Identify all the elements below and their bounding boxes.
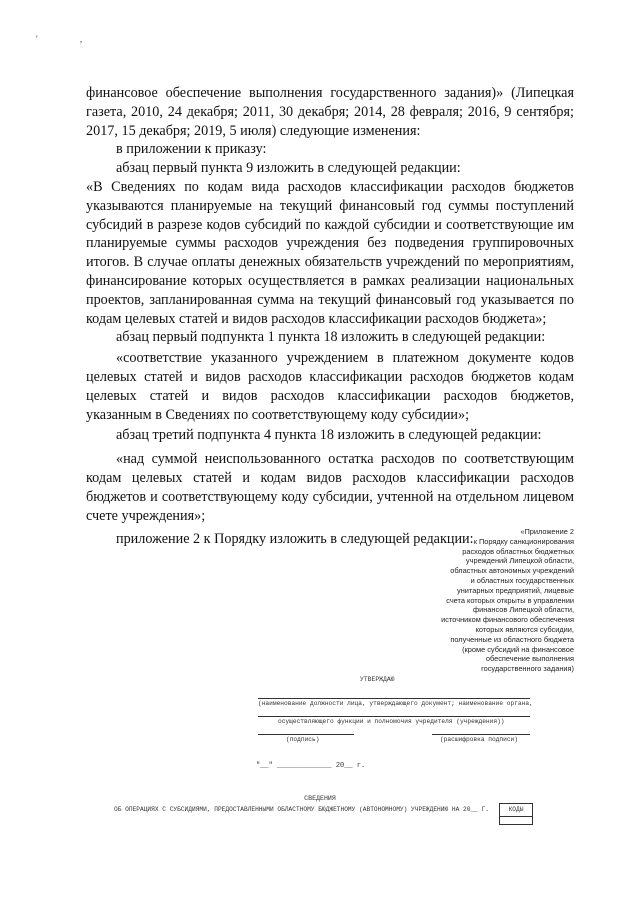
- paragraph-appendix-ref: в приложении к приказу:: [116, 141, 267, 158]
- appendix-line: учреждений Липецкой области,: [465, 556, 574, 566]
- codes-cell: [499, 816, 533, 825]
- appendix-line: источником финансового обеспечения: [441, 615, 574, 625]
- paragraph-item9-text: «В Сведениях по кодам вида расходов классификации расходов бюджетов указываются планируемые на текущий финансовый год суммы поступлений субсидий в разрезе кодов субсидий по каждой субсидии и соответствующие им планируемые суммы расходов учреждения без подведения группировочных итогов. В случае оплаты денежных обязательств учреждений по мероприятиям, финансирование которых осуществляется в рамках реализации национальных проектов, запланированная сумма на текущий финансовый год указывается по кодам целевых статей и видов расходов классификации расходов бюджета»;: [86, 178, 574, 327]
- appendix-line: «Приложение 2: [520, 527, 574, 536]
- appendix-line: которых являются субсидии,: [475, 624, 574, 634]
- appendix-line: расходов областных бюджетных: [462, 546, 574, 556]
- paragraph-item18-4-text: «над суммой неиспользованного остатка расходов по соответствующим кодам целевых статей и кодам видов расходов классификации расходов бюджетов и соответствующему коду субсидии, учтенной на отдельном лицевом счете учреждения»;: [86, 451, 574, 524]
- appendix-line: полученные из областного бюджета: [450, 634, 574, 644]
- appendix-line: финансов Липецкой области,: [473, 605, 574, 615]
- codes-header-cell: КОДЫ: [499, 803, 533, 817]
- founder-caption: осуществляющего функции и полномочия учредителя (учреждения)): [278, 718, 505, 725]
- appendix-line: обеспечение выполнения: [485, 654, 574, 664]
- signature-line: [258, 734, 354, 735]
- approver-title-line: [258, 698, 530, 699]
- appendix-line: к Порядку санкционирования: [473, 536, 574, 546]
- paragraph-intro: финансовое обеспечение выполнения государственного задания)» (Липецкая газета, 2010, 24 декабря; 2011, 30 декабря; 2014, 28 февраля; 2016, 9 сентября; 2017, 15 декабря; 2019, 5 июля) следующие изменения:: [86, 85, 574, 139]
- appendix-header: [398, 527, 574, 674]
- approver-title-caption: (наименование должности лица, утверждающего документ; наименование органа,: [258, 700, 533, 707]
- appendix-line: областных автономных учреждений: [450, 566, 574, 576]
- decode-caption: (расшифровка подписи): [440, 736, 518, 743]
- signature-caption: (подпись): [286, 736, 320, 743]
- appendix-line: счета которых открыты в управлении: [446, 595, 574, 605]
- paragraph-appendix2-heading: приложение 2 к Порядку изложить в следующей редакции:: [116, 531, 474, 548]
- body-text: [86, 84, 574, 549]
- form-title: СВЕДЕНИЯ: [304, 795, 336, 802]
- decode-line: [432, 734, 530, 735]
- appendix-line: унитарных предприятий, лицевые: [457, 585, 574, 595]
- paragraph-item18-4-heading: абзац третий подпункта 4 пункта 18 изложить в следующей редакции:: [116, 427, 542, 444]
- approve-label: УТВЕРЖДАЮ: [360, 676, 395, 683]
- scan-marks: ' ,: [36, 34, 103, 44]
- paragraph-item9-heading: абзац первый пункта 9 изложить в следующей редакции:: [116, 160, 461, 177]
- appendix-line: (кроме субсидий на финансовое: [462, 644, 574, 654]
- founder-line: [258, 716, 530, 717]
- paragraph-item18-1-text: «соответствие указанного учреждением в платежном документе кодов целевых статей и видов расходов классификации расходов бюджетов кодам целевых статей и видов расходов классификации расходов бюджетов, указанным в Сведениях по соответствующему коду субсидии»;: [86, 350, 574, 423]
- paragraph-item18-1-heading: абзац первый подпункта 1 пункта 18 изложить в следующей редакции:: [116, 329, 546, 346]
- appendix-line: государственного задания): [481, 664, 574, 674]
- appendix-line: и областных государственных: [470, 575, 574, 585]
- date-line: "__" _____________ 20__ г.: [256, 762, 366, 770]
- form-subtitle: ОБ ОПЕРАЦИЯХ С СУБСИДИЯМИ, ПРЕДОСТАВЛЕННЫМИ ОБЛАСТНОМУ БЮДЖЕТНОМУ (АВТОНОМНОМУ) УЧРЕЖДЕНИЮ НА 20__ Г.: [114, 806, 490, 813]
